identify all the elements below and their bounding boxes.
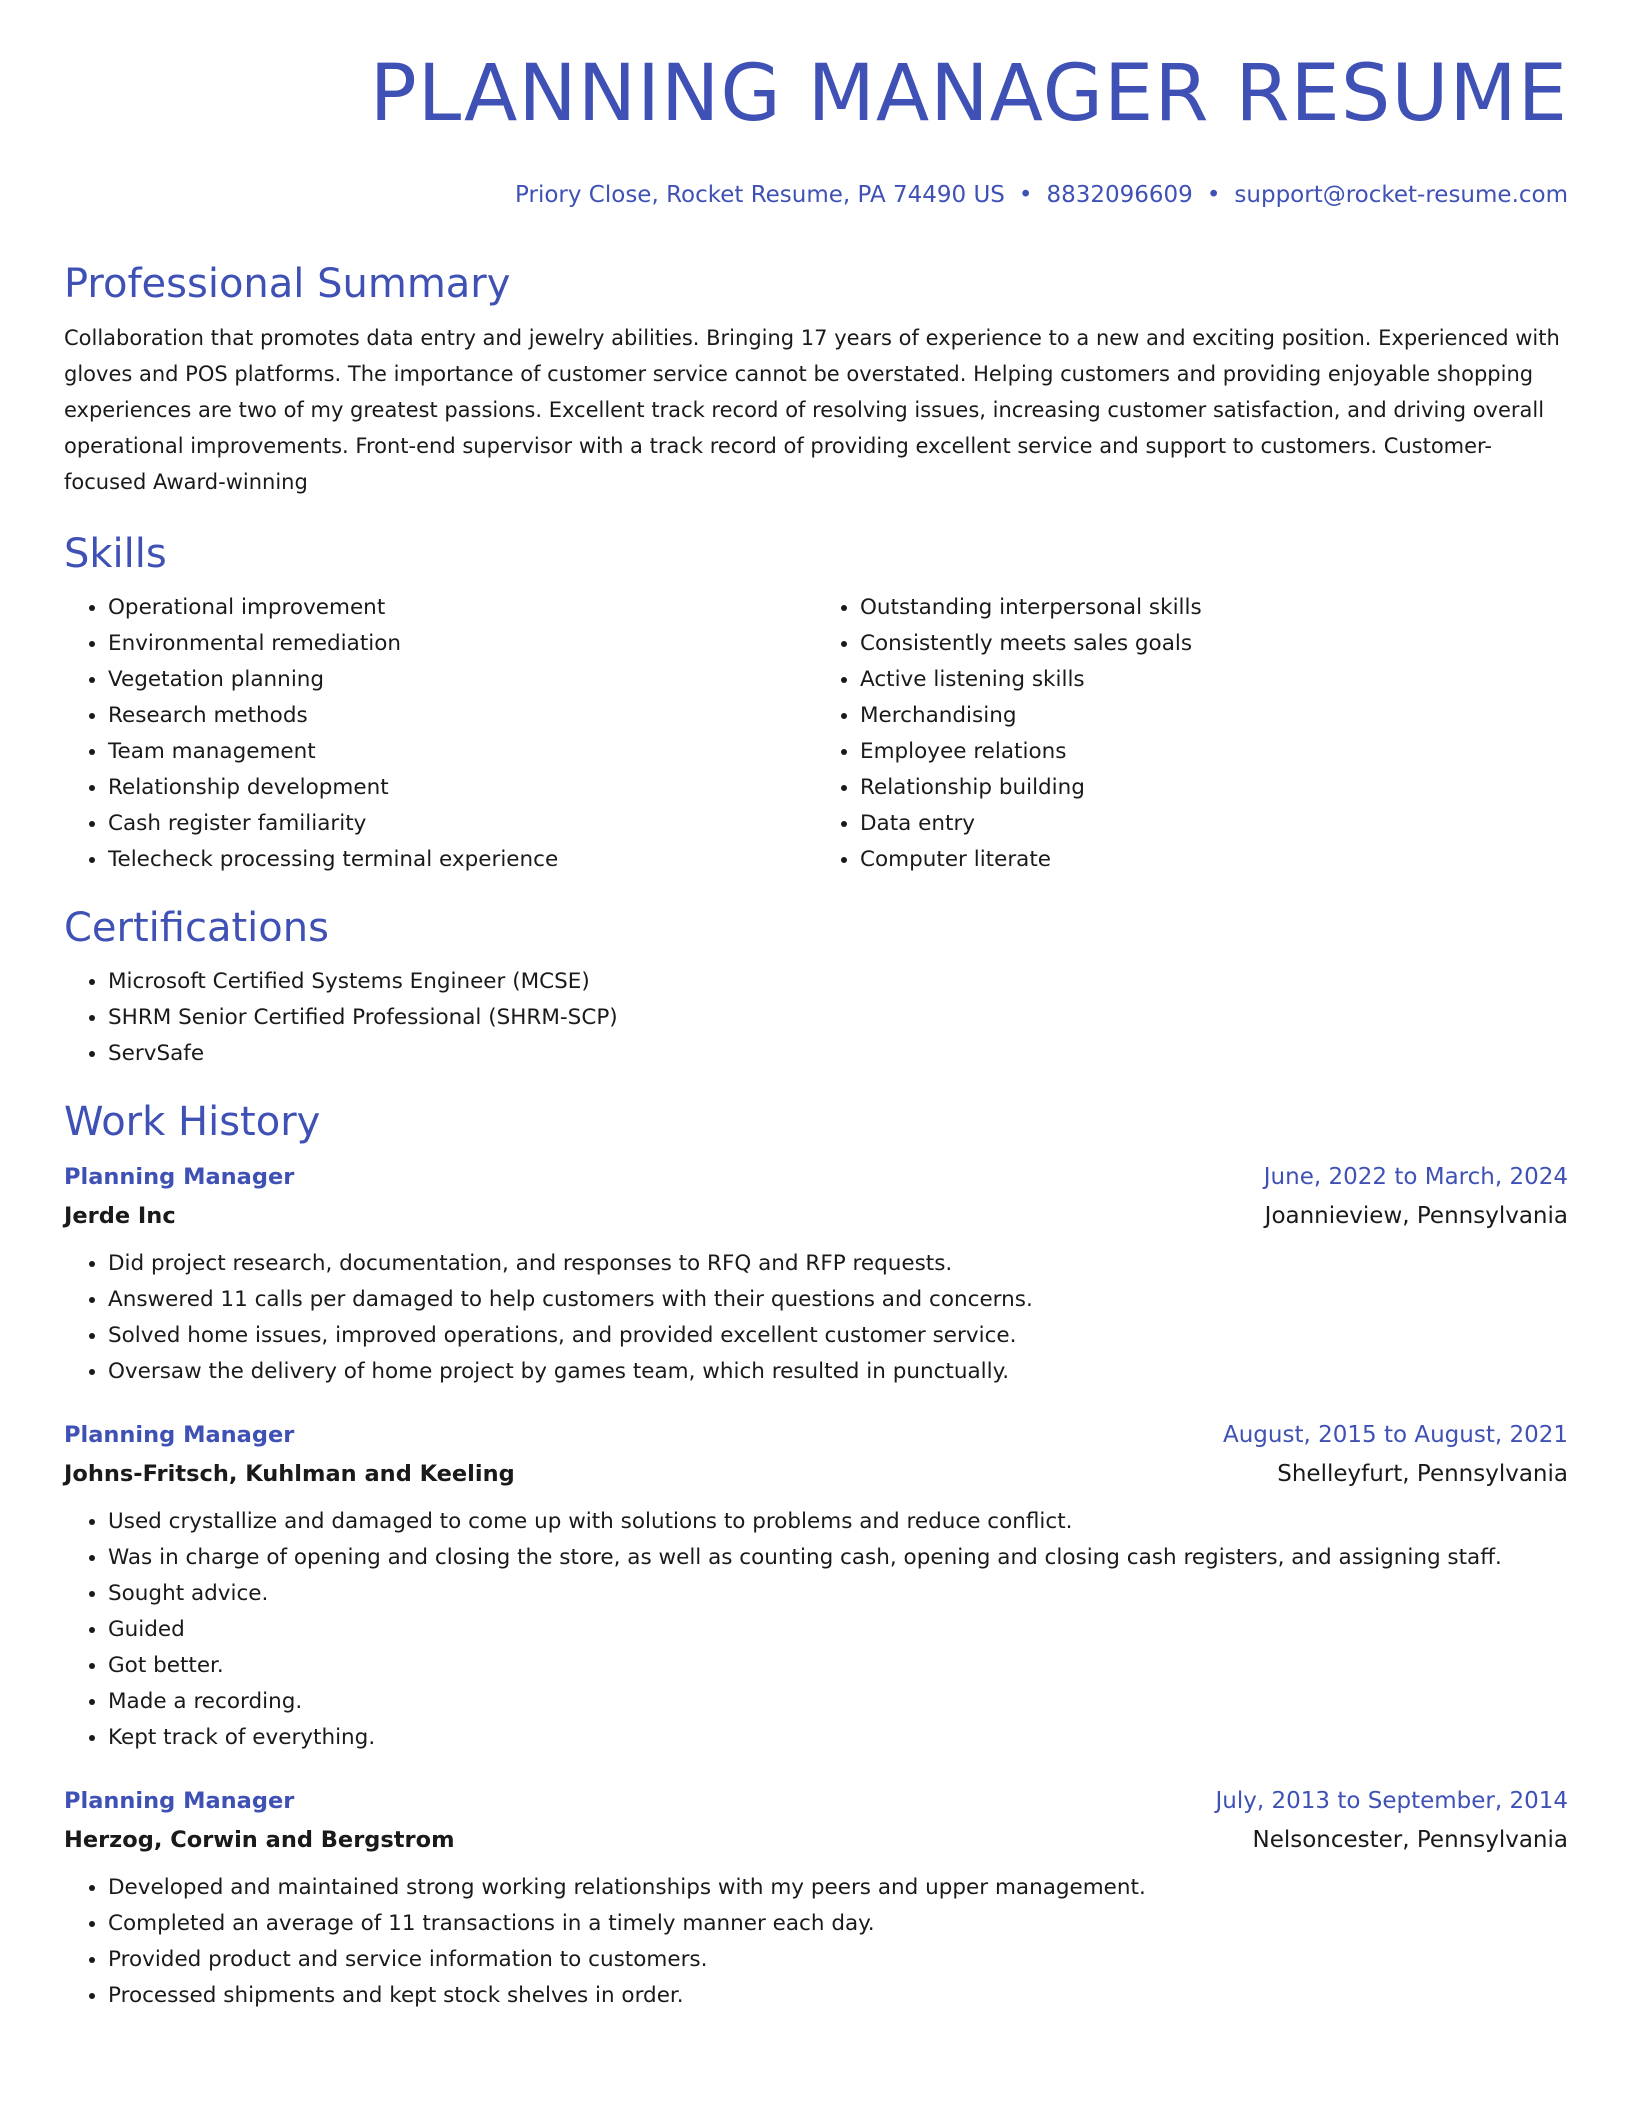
skill-item: • Computer literate — [860, 842, 1568, 878]
certification-item: • Microsoft Certified Systems Engineer (MCSE) — [108, 964, 1568, 1000]
job-bullet: • Answered 11 calls per damaged to help customers with their questions and concerns. — [108, 1282, 1568, 1318]
skills-heading: Skills — [64, 531, 167, 577]
summary-heading: Professional Summary — [64, 261, 511, 307]
company-name: Herzog, Corwin and Bergstrom — [64, 1827, 455, 1853]
certifications-heading: Certifications — [64, 905, 329, 951]
contact-line — [515, 182, 1568, 208]
resume-content — [64, 260, 1568, 2040]
job-entry — [64, 1158, 1568, 1390]
certification-item: • SHRM Senior Certified Professional (SHRM-SCP) — [108, 1000, 1568, 1036]
job-location: Nelsoncester, Pennsylvania — [1252, 1827, 1568, 1853]
job-title: Planning Manager — [64, 1788, 295, 1814]
job-bullet: • Sought advice. — [108, 1576, 1568, 1612]
certifications-list — [64, 964, 1568, 1072]
separator-bullet: • — [1206, 182, 1221, 208]
company-name: Jerde Inc — [64, 1203, 176, 1229]
skill-item: • Telecheck processing terminal experience — [108, 842, 816, 878]
job-dates: June, 2022 to March, 2024 — [1263, 1164, 1568, 1190]
certification-item: • ServSafe — [108, 1036, 1568, 1072]
skill-item: • Merchandising — [860, 698, 1568, 734]
job-bullet: • Guided — [108, 1612, 1568, 1648]
job-bullet: • Solved home issues, improved operations, and provided excellent customer service. — [108, 1318, 1568, 1354]
job-entry — [64, 1782, 1568, 2014]
skill-item: • Relationship building — [860, 770, 1568, 806]
job-bullet: • Oversaw the delivery of home project by games team, which resulted in punctually. — [108, 1354, 1568, 1390]
skills-column-right — [816, 590, 1568, 878]
job-bullet: • Processed shipments and kept stock shelves in order. — [108, 1978, 1568, 2014]
job-title: Planning Manager — [64, 1422, 295, 1448]
skill-item: • Research methods — [108, 698, 816, 734]
job-bullet: • Kept track of everything. — [108, 1720, 1568, 1756]
job-bullet: • Got better. — [108, 1648, 1568, 1684]
job-bullets — [64, 1246, 1568, 1390]
job-location: Joannieview, Pennsylvania — [1264, 1203, 1568, 1229]
skill-item: • Environmental remediation — [108, 626, 816, 662]
job-dates: August, 2015 to August, 2021 — [1223, 1422, 1568, 1448]
skill-item: • Employee relations — [860, 734, 1568, 770]
job-bullet: • Provided product and service information to customers. — [108, 1942, 1568, 1978]
email-link[interactable]: support@rocket-resume.com — [1234, 182, 1568, 208]
address: Priory Close, Rocket Resume, PA 74490 US — [515, 182, 1005, 208]
summary-text: Collaboration that promotes data entry and jewelry abilities. Bringing 17 years of experience to a new and exciting position. Experienced with gloves and POS platforms. The importance of customer service cannot be overstated. Helping customers and providing enjoyable shopping experiences are two of my greatest passions. Excellent track record of resolving issues, increasing customer satisfaction, and driving overall operational improvements. Front-end supervisor with a track record of providing excellent service and support to customers. Customer-focused Award-winning — [64, 326, 1560, 494]
job-bullet: • Made a recording. — [108, 1684, 1568, 1720]
skill-item: • Team management — [108, 734, 816, 770]
job-bullets — [64, 1870, 1568, 2014]
work-history-heading: Work History — [64, 1099, 321, 1145]
job-bullet: • Developed and maintained strong working relationships with my peers and upper management. — [108, 1870, 1568, 1906]
company-name: Johns-Fritsch, Kuhlman and Keeling — [64, 1461, 515, 1487]
job-bullet: • Used crystallize and damaged to come up with solutions to problems and reduce conflict. — [108, 1504, 1568, 1540]
skill-item: • Data entry — [860, 806, 1568, 842]
job-bullets — [64, 1504, 1568, 1756]
skills-list — [64, 590, 1568, 878]
job-bullet: • Did project research, documentation, and responses to RFQ and RFP requests. — [108, 1246, 1568, 1282]
separator-bullet: • — [1018, 182, 1033, 208]
skill-item: • Consistently meets sales goals — [860, 626, 1568, 662]
skill-item: • Relationship development — [108, 770, 816, 806]
job-bullet: • Was in charge of opening and closing the store, as well as counting cash, opening and closing cash registers, and assigning staff. — [108, 1540, 1568, 1576]
resume-title: PLANNING MANAGER RESUME — [369, 49, 1568, 139]
skill-item: • Vegetation planning — [108, 662, 816, 698]
skill-item: • Operational improvement — [108, 590, 816, 626]
job-bullet: • Completed an average of 11 transactions in a timely manner each day. — [108, 1906, 1568, 1942]
skill-item: • Outstanding interpersonal skills — [860, 590, 1568, 626]
phone: 8832096609 — [1046, 182, 1193, 208]
skill-item: • Active listening skills — [860, 662, 1568, 698]
job-location: Shelleyfurt, Pennsylvania — [1277, 1461, 1568, 1487]
skills-column-left — [64, 590, 816, 878]
job-title: Planning Manager — [64, 1164, 295, 1190]
job-dates: July, 2013 to September, 2014 — [1215, 1788, 1568, 1814]
skill-item: • Cash register familiarity — [108, 806, 816, 842]
job-entry — [64, 1416, 1568, 1756]
